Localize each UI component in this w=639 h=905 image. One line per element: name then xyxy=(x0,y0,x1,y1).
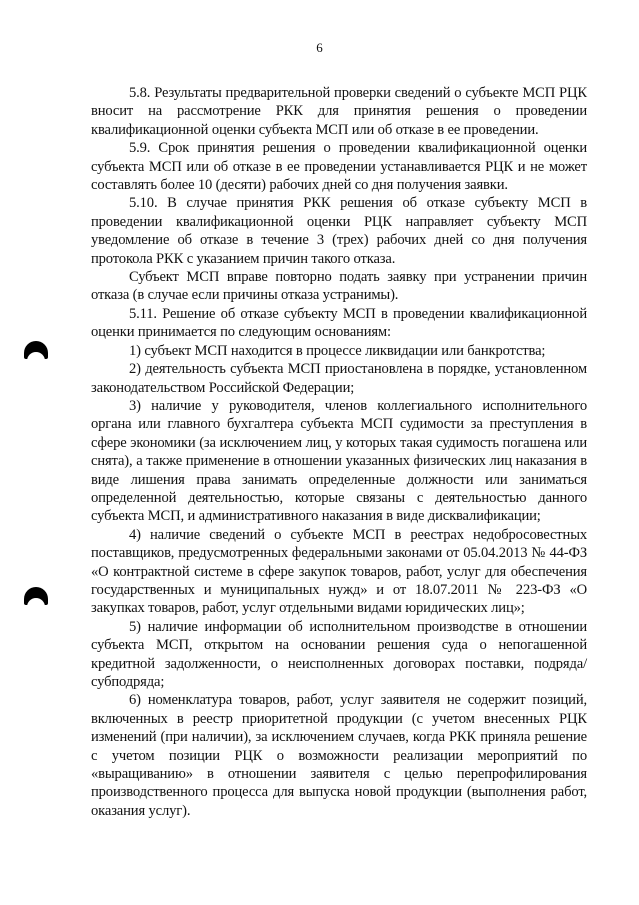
page-number: 6 xyxy=(316,40,323,55)
document-body xyxy=(91,84,587,820)
paragraph-5-11: 5.11. Решение об отказе субъекту МСП в проведении квалификационной оценки принимается по следующим основаниям: xyxy=(91,305,587,341)
list-item-1: 1) субъект МСП находится в процессе ликвидации или банкротства; xyxy=(129,342,546,359)
paragraph-5-10: 5.10. В случае принятия РКК решения об отказе субъекту МСП в проведении квалификационной оценки РЦК направляет субъекту МСП уведомление об отказе в течение 3 (трех) рабочих дней со дня получения протокола РКК с указанием причин такого отказа. xyxy=(91,195,587,267)
punch-hole-mark xyxy=(24,587,48,605)
paragraph-5-8: 5.8. Результаты предварительной проверки сведений о субъекте МСП РЦК вносит на рассмотрение РКК для принятия решения о проведении квалификационной оценки субъекта МСП или об отказе в ее проведении. xyxy=(91,85,587,138)
list-item-4: 4) наличие сведений о субъекте МСП в реестрах недобросовестных поставщиков, предусмотренных федеральными законами от 05.04.2013 № 44-ФЗ «О контрактной системе в сфере закупок товаров, работ, услуг для обеспечения государственных и муниципальных нужд» и от 18.07.2011 № 223-ФЗ «О закупках товаров, работ, услуг отдельными видами юридических лиц»; xyxy=(91,526,587,617)
list-item-6: 6) номенклатура товаров, работ, услуг заявителя не содержит позиций, включенных в реестр приоритетной продукции (с учетом внесенных РЦК изменений (при наличии), за исключением случаев, когда РКК приняла решение с учетом позиции РЦК о возможности реализации мероприятий по «выращиванию» в отношении заявителя с целью перепрофилирования производственного процесса для выпуска новой продукции (выполнения работ, оказания услуг). xyxy=(91,692,587,819)
punch-hole-mark xyxy=(24,341,48,359)
paragraph-5-9: 5.9. Срок принятия решения о проведении квалификационной оценки субъекта МСП или об отказе в ее проведении устанавливается РЦК и не может составлять более 10 (десяти) рабочих дней со дня получения заявки. xyxy=(91,140,587,194)
list-item-3: 3) наличие у руководителя, членов коллегиального исполнительного органа или главного бухгалтера субъекта МСП судимости за преступления в сфере экономики (за исключением лиц, у которых такая судимость погашена или снята), а также применение в отношении указанных физических лиц наказания в виде лишения права занимать определенные должности или заниматься определенной деятельностью, которые связаны с деятельностью данного субъекта МСП, и административного наказания в виде дисквалификации; xyxy=(91,397,587,525)
list-item-2: 2) деятельность субъекта МСП приостановлена в порядке, установленном законодательством Российской Федерации; xyxy=(91,361,587,396)
paragraph-resubmission: Субъект МСП вправе повторно подать заявку при устранении причин отказа (в случае если причины отказа устранимы). xyxy=(91,269,587,304)
list-item-5: 5) наличие информации об исполнительном производстве в отношении субъекта МСП, открытом на основании решения суда о непогашенной кредитной задолженности, о неисполненных договорах поставки, подряда/субподряда; xyxy=(91,618,587,690)
